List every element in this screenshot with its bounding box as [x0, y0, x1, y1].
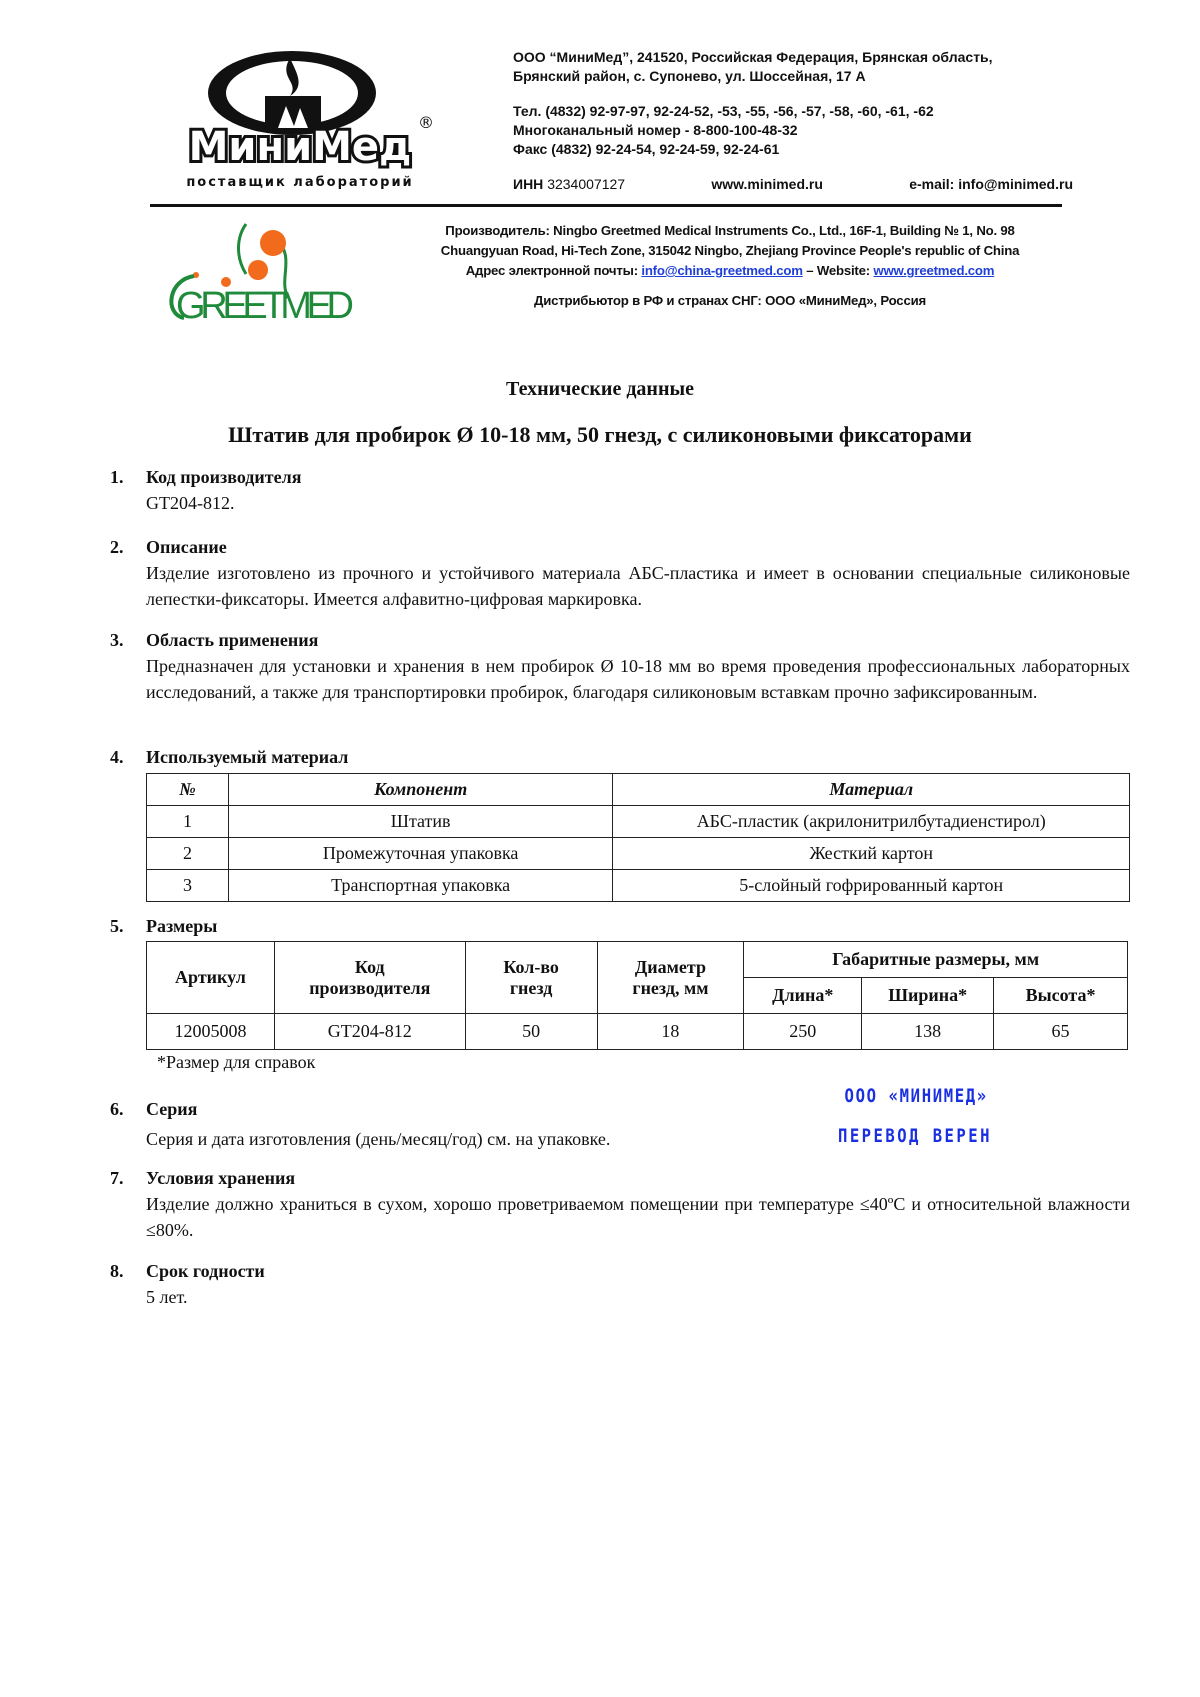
section-manufacturer-code: 1. Код производителя GT204-812. — [110, 464, 1130, 516]
document-title: Технические данные — [506, 378, 694, 400]
fax-line: Факс (4832) 92-24-54, 92-24-59, 92-24-61 — [513, 141, 780, 157]
section-heading: Область применения — [146, 630, 319, 650]
table-row: 1 Штатив АБС-пластик (акрилонитрилбутадиенстирол) — [147, 806, 1130, 838]
section-description: 2. Описание Изделие изготовлено из прочного и устойчивого материала АБС-пластика и имеет в основании специальные силиконовые лепестки-фиксаторы. Имеется алфавитно-цифровая маркировка. — [110, 534, 1130, 612]
website-link[interactable]: www.minimed.ru — [711, 176, 823, 192]
svg-text:GREETMED: GREETMED — [176, 285, 354, 327]
section-shelf-life: 8. Срок годности 5 лет. — [110, 1258, 1130, 1310]
section-series: 6. Серия Серия и дата изготовления (день/месяц/год) см. на упаковке. — [110, 1096, 1130, 1152]
section-materials: 4. Используемый материал — [110, 744, 1130, 770]
greetmed-logo — [158, 218, 368, 328]
section-heading: Используемый материал — [146, 747, 349, 767]
section-heading: Размеры — [146, 916, 218, 936]
section-heading: Условия хранения — [146, 1168, 296, 1188]
svg-text:МиниМед: МиниМед — [188, 124, 412, 170]
manufacturer-info — [385, 221, 1075, 311]
dimensions-table — [146, 941, 1128, 1050]
svg-text:®: ® — [418, 113, 434, 132]
section-body: GT204-812. — [146, 493, 235, 513]
distributor-line: Дистрибьютор в РФ и странах СНГ: ООО «МиниМед», Россия — [534, 293, 926, 308]
dimensions-footnote: *Размер для справок — [157, 1052, 316, 1072]
multichannel-line: Многоканальный номер - 8-800-100-48-32 — [513, 122, 798, 138]
materials-table — [146, 773, 1130, 902]
section-storage: 7. Условия хранения Изделие должно храниться в сухом, хорошо проветриваемом помещении при температуре ≤40ºС и относительной влажности ≤80%. — [110, 1165, 1130, 1243]
section-body: Изделие должно храниться в сухом, хорошо проветриваемом помещении при температуре ≤40ºС и относительной влажности ≤80%. — [146, 1194, 1130, 1240]
minimed-logo-icon — [150, 48, 450, 198]
section-application: 3. Область применения Предназначен для установки и хранения в нем пробирок Ø 10-18 мм во время проведения профессиональных лабораторных исследований, а также для транспортировки пробирок, благодаря силиконовым вставкам прочно зафиксированным. — [110, 627, 1130, 705]
address-line-1: ООО “МиниМед”, 241520, Российская Федерация, Брянская область, — [513, 49, 993, 65]
section-body: 5 лет. — [146, 1287, 188, 1307]
section-heading: Описание — [146, 537, 227, 557]
table-subheader-row: Длина* Ширина* Высота* — [147, 978, 1128, 1014]
section-body: Предназначен для установки и хранения в нем пробирок Ø 10-18 мм во время проведения профессиональных лабораторных исследований, а также для транспортировки пробирок, благодаря силиконовым вставкам прочно зафиксированным. — [146, 656, 1130, 702]
manufacturer-line-1: Производитель: Ningbo Greetmed Medical Instruments Co., Ltd., 16F-1, Building № 1, No. 98 — [445, 223, 1015, 238]
section-heading: Серия — [146, 1099, 198, 1119]
inn: ИНН 3234007127 — [513, 176, 626, 192]
table-row: 3 Транспортная упаковка 5-слойный гофрированный картон — [147, 870, 1130, 902]
manufacturer-contacts: Адрес электронной почты: info@china-greetmed.com – Website: www.greetmed.com — [465, 263, 995, 278]
table-header-row: № Компонент Материал — [147, 774, 1130, 806]
manufacturer-email-link[interactable]: info@china-greetmed.com — [641, 263, 803, 278]
minimed-logo — [150, 48, 450, 198]
section-body: Изделие изготовлено из прочного и устойчивого материала АБС-пластика и имеет в основании специальные силиконовые лепестки-фиксаторы. Имеется алфавитно-цифровая маркировка. — [146, 563, 1130, 609]
table-row: 2 Промежуточная упаковка Жесткий картон — [147, 838, 1130, 870]
company-contacts — [513, 48, 1073, 194]
phone-line: Тел. (4832) 92-97-97, 92-24-52, -53, -55, -56, -57, -58, -60, -61, -62 — [513, 103, 934, 119]
manufacturer-website-link[interactable]: www.greetmed.com — [873, 263, 995, 278]
translation-stamp: ООО «МИНИМЕД» ПЕРЕВОД ВЕРЕН — [838, 1085, 992, 1147]
table-header-row: Артикул Код производителя Кол-во гнезд Диаметр гнезд, мм Габаритные размеры, мм — [147, 942, 1128, 978]
section-body: Серия и дата изготовления (день/месяц/год) см. на упаковке. — [146, 1129, 611, 1149]
section-dimensions: 5. Размеры — [110, 913, 1130, 939]
table-row: 12005008 GT204-812 50 18 250 138 65 — [147, 1014, 1128, 1050]
svg-text:поставщик лабораторий: поставщик лабораторий — [186, 175, 414, 190]
header-divider — [150, 204, 1062, 207]
address-line-2: Брянский район, с. Супонево, ул. Шоссейная, 17 А — [513, 68, 866, 84]
section-heading: Срок годности — [146, 1261, 265, 1281]
email-link[interactable]: e-mail: info@minimed.ru — [909, 176, 1073, 192]
manufacturer-line-2: Chuangyuan Road, Hi-Tech Zone, 315042 Ningbo, Zhejiang Province People's republic of China — [440, 243, 1020, 258]
product-title: Штатив для пробирок Ø 10-18 мм, 50 гнезд, с силиконовыми фиксаторами — [228, 422, 972, 447]
section-heading: Код производителя — [146, 467, 302, 487]
greetmed-logo-icon — [158, 218, 368, 328]
